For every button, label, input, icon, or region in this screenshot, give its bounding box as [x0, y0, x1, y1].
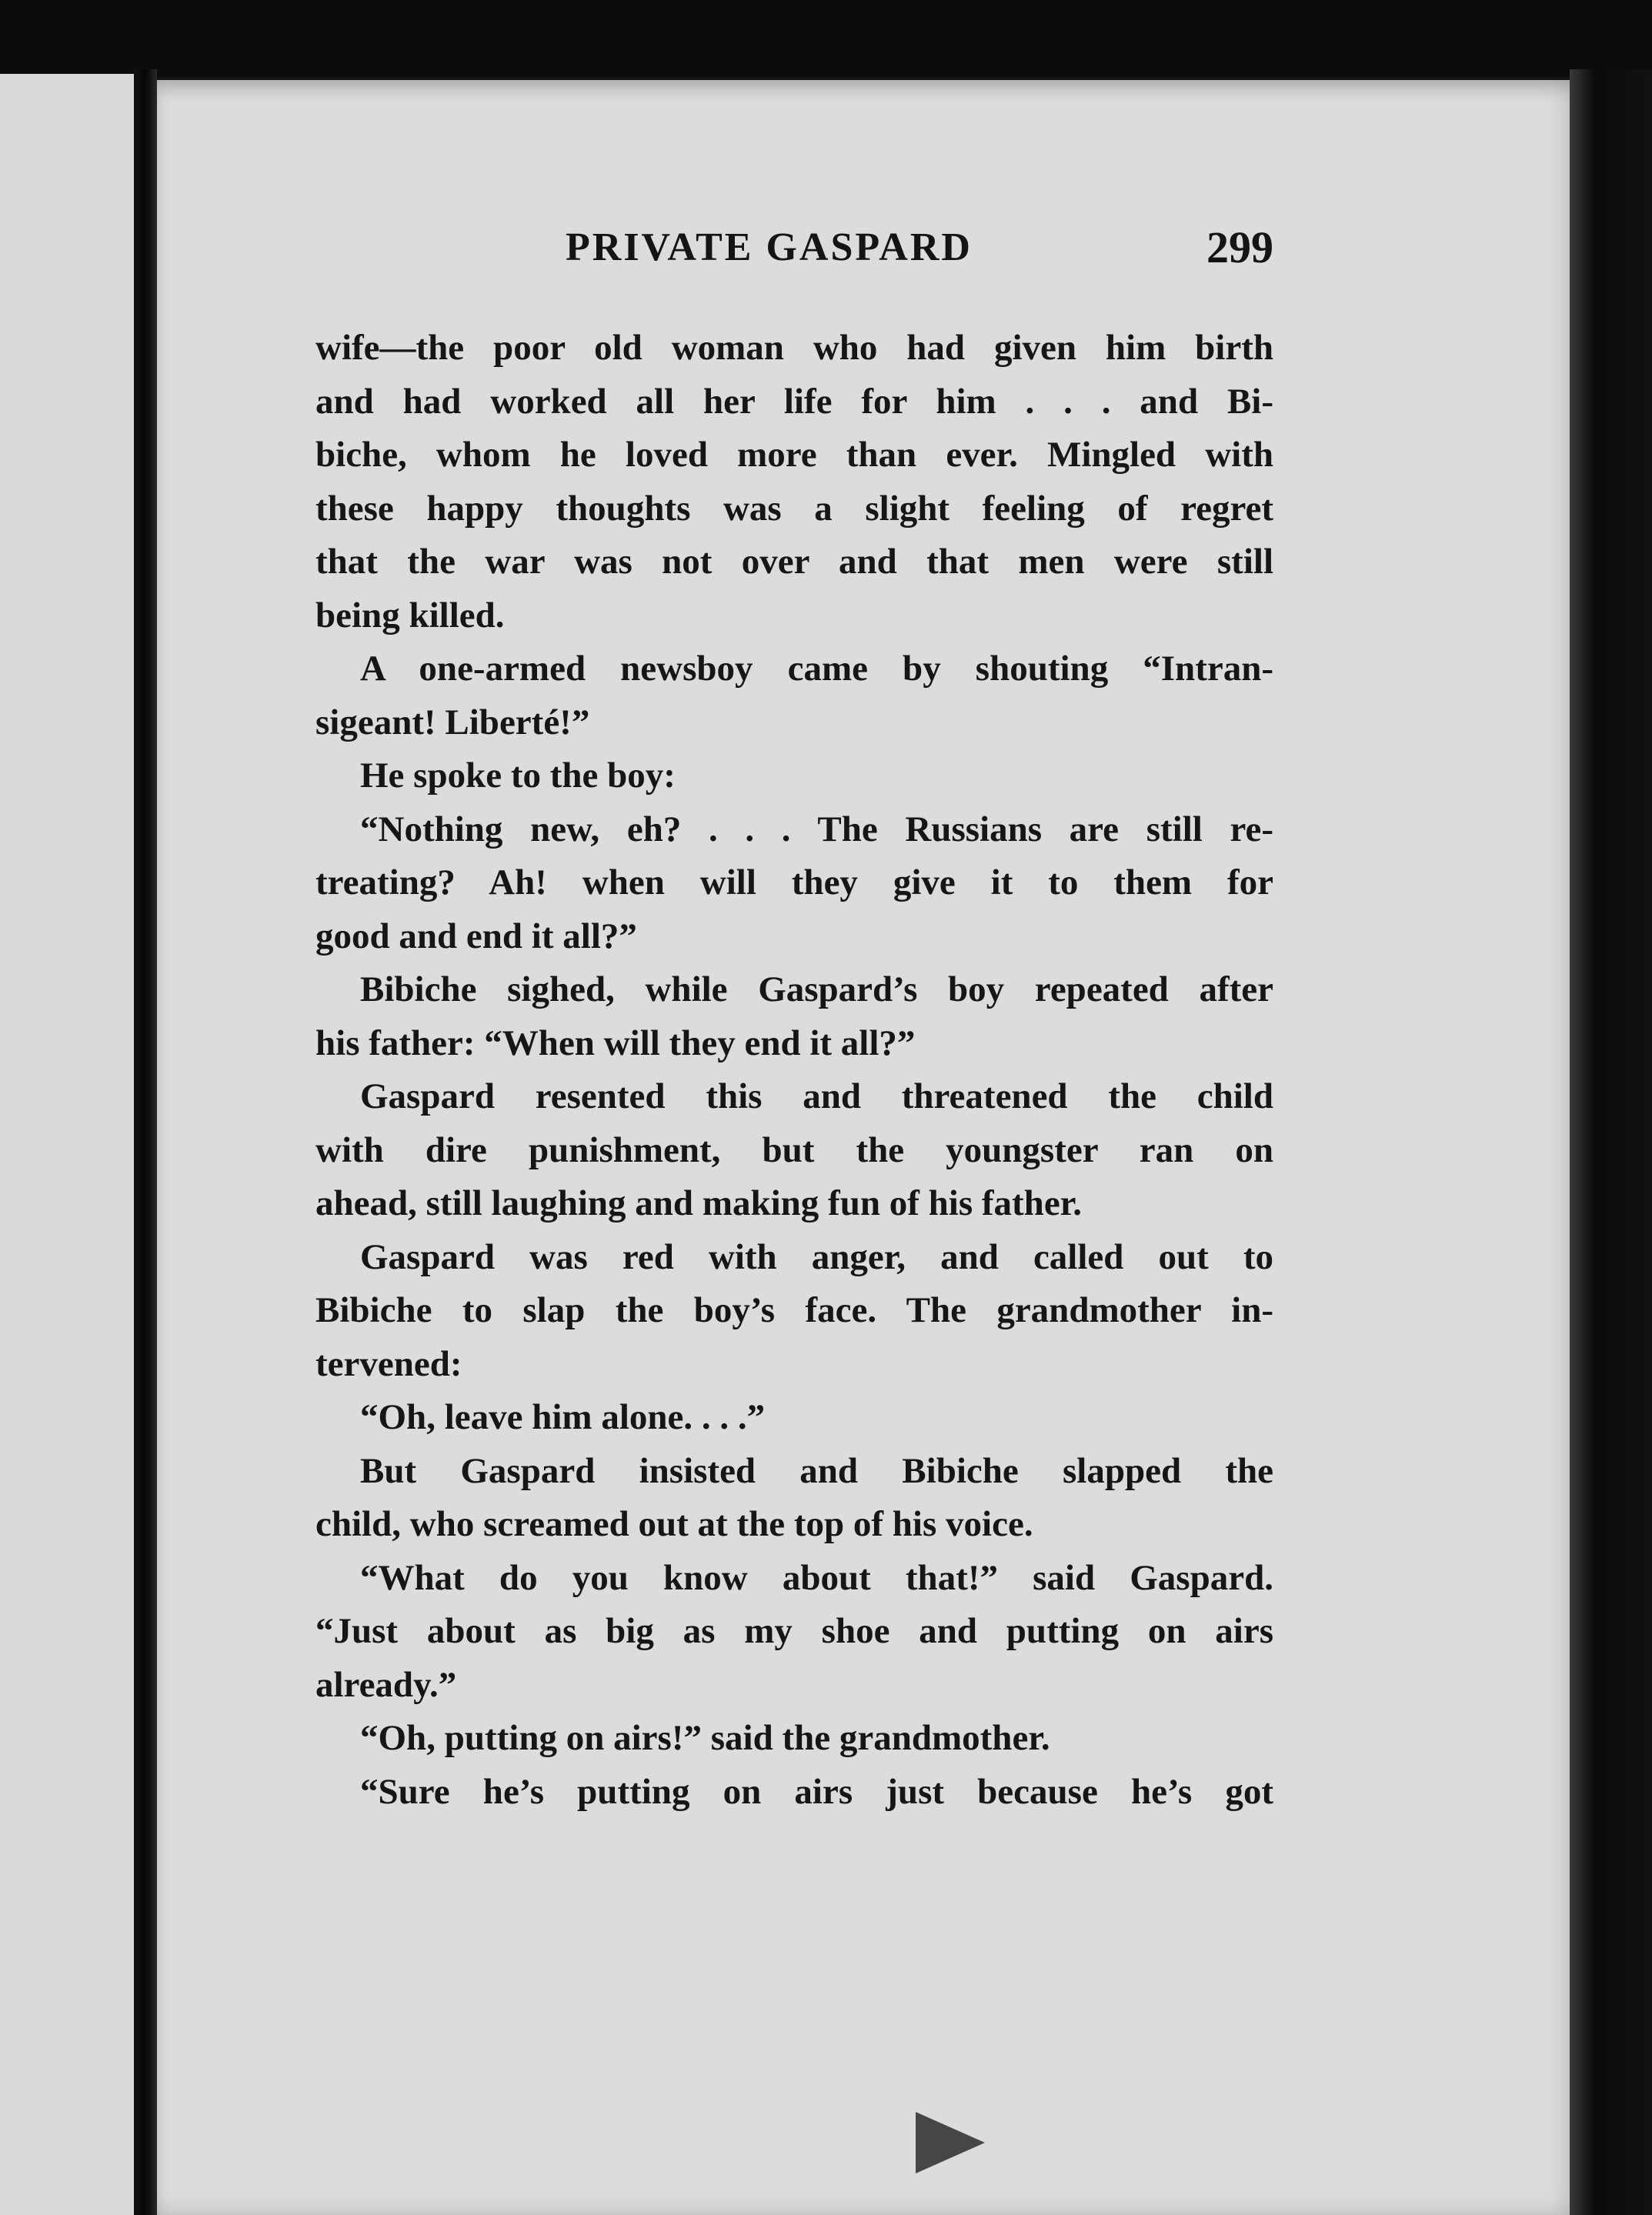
text-line: sigeant! Liberté!” — [315, 702, 590, 742]
facing-page-edge — [0, 74, 139, 2215]
text-line: child, who screamed out at the top of his voice. — [315, 1504, 1033, 1544]
text-line: wife—the poor old woman who had given him birth — [315, 328, 1273, 368]
text-line: But Gaspard insisted and Bibiche slapped the — [360, 1450, 1273, 1491]
text-line: “Just about as big as my shoe and putting on airs — [315, 1611, 1273, 1651]
text-line: with dire punishment, but the youngster ran on — [315, 1129, 1273, 1170]
text-line: his father: “When will they end it all?” — [315, 1022, 916, 1063]
scan-top-border — [0, 0, 1652, 77]
text-line: “Nothing new, eh? . . . The Russians are still re- — [360, 809, 1273, 849]
running-title: PRIVATE GASPARD — [566, 225, 973, 269]
text-line: Gaspard resented this and threatened the child — [360, 1076, 1273, 1116]
text-line: that the war was not over and that men were still — [315, 542, 1273, 582]
text-line: “Oh, leave him alone. . . .” — [360, 1397, 766, 1437]
text-line: He spoke to the boy: — [360, 756, 676, 796]
book-gutter — [134, 69, 157, 2215]
body-text — [315, 322, 1273, 1819]
text-line: A one-armed newsboy came by shouting “Intran- — [360, 649, 1273, 689]
text-line: tervened: — [315, 1343, 462, 1384]
text-line: treating? Ah! when will they give it to them for — [315, 862, 1273, 902]
text-line: being killed. — [315, 595, 505, 635]
text-line: “Oh, putting on airs!” said the grandmother. — [360, 1718, 1050, 1758]
running-header — [315, 222, 1273, 286]
page-corner-mark — [916, 2112, 985, 2173]
text-line: already.” — [315, 1664, 457, 1705]
text-line: “What do you know about that!” said Gaspard. — [360, 1557, 1273, 1598]
page-number: 299 — [1206, 222, 1273, 272]
text-line: Gaspard was red with anger, and called out to — [360, 1236, 1273, 1277]
text-line: and had worked all her life for him . . . and Bi- — [315, 381, 1273, 422]
text-line: these happy thoughts was a slight feeling of regret — [315, 488, 1273, 529]
text-line: biche, whom he loved more than ever. Mingled with — [315, 435, 1273, 475]
text-line: Bibiche sighed, while Gaspard’s boy repeated after — [360, 969, 1273, 1009]
text-line: ahead, still laughing and making fun of his father. — [315, 1183, 1082, 1223]
scan-right-border — [1570, 69, 1652, 2215]
text-line: “Sure he’s putting on airs just because he’s got — [360, 1771, 1273, 1812]
text-line: Bibiche to slap the boy’s face. The grandmother in- — [315, 1290, 1273, 1330]
text-line: good and end it all?” — [315, 916, 637, 956]
